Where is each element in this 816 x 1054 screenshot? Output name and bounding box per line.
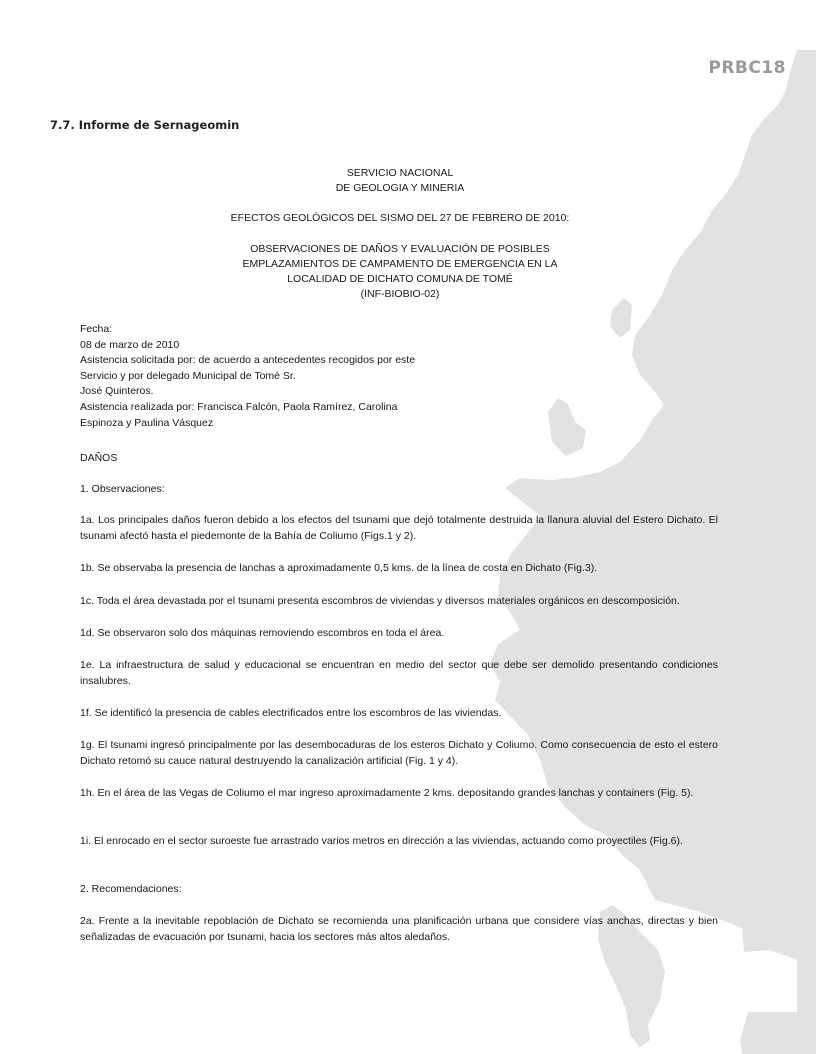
meta-line: Servicio y por delegado Municipal de Tomé Sr.: [80, 369, 296, 382]
observation-1a: 1a. Los principales daños fueron debido a los efectos del tsunami que dejó totalmente destruida la llanura aluvial del Estero Dichato. El tsunami afectó hasta el piedemonte de la Bahía de Coliumo (Figs.1 y 2).: [80, 514, 718, 542]
observation-1h: 1h. En el área de las Vegas de Coliumo el mar ingreso aproximadamente 2 kms. depositando grandes lanchas y containers (Fig. 5).: [80, 787, 694, 799]
observation-1b: 1b. Se observaba la presencia de lanchas a aproximadamente 0,5 kms. de la línea de costa en Dichato (Fig.3).: [80, 562, 598, 574]
report-subtitle-line: EMPLAZAMIENTOS DE CAMPAMENTO DE EMERGENCIA EN LA: [242, 258, 558, 270]
page-number: 48: [711, 952, 784, 1012]
agency-name: [80, 166, 720, 196]
section-title: 7.7. Informe de Sernageomin: [50, 118, 240, 132]
recomendaciones-heading: 2. Recomendaciones:: [80, 883, 182, 895]
observation-1f: 1f. Se identificó la presencia de cables electrificados entre los escombros de las viviendas.: [80, 707, 502, 719]
report-subtitle-line: OBSERVACIONES DE DAÑOS Y EVALUACIÓN DE POSIBLES: [250, 243, 550, 255]
danos-heading: DAÑOS: [80, 452, 118, 464]
document-code: PRBC18: [708, 58, 786, 78]
observation-1d: 1d. Se observaron solo dos máquinas removiendo escombros en toda el área.: [80, 627, 445, 639]
meta-line: Asistencia solicitada por: de acuerdo a antecedentes recogidos por este: [80, 354, 416, 367]
agency-line: DE GEOLOGIA Y MINERIA: [335, 182, 465, 194]
report-metadata: [80, 322, 720, 431]
report-title: EFECTOS GEOLÓGICOS DEL SISMO DEL 27 DE FEBRERO DE 2010:: [230, 212, 570, 224]
meta-line: Espinoza y Paulina Vásquez: [80, 416, 214, 429]
observation-1i: 1i. El enrocado en el sector suroeste fue arrastrado varios metros en dirección a las viviendas, actuando como proyectiles (Fig.6).: [80, 835, 683, 847]
observation-1e: 1e. La infraestructura de salud y educacional se encuentran en medio del sector que debe ser demolido presentando condiciones insalubres.: [80, 659, 718, 687]
report-subtitle-line: LOCALIDAD DE DICHATO COMUNA DE TOMÉ: [287, 273, 513, 285]
meta-line: Fecha:: [80, 323, 113, 335]
observation-1c: 1c. Toda el área devastada por el tsunami presenta escombros de viviendas y diversos materiales orgánicos en descomposición.: [80, 595, 680, 607]
observation-1g: 1g. El tsunami ingresó principalmente por las desembocaduras de los esteros Dichato y Coliumo. Como consecuencia de esto el estero Dichato retomó su cauce natural destruyendo la canalización artificial (Fig. 1 y 4).: [80, 739, 718, 767]
meta-line: José Quinteros.: [80, 385, 154, 398]
report-subtitle-line: (INF-BIOBIO-02): [360, 288, 440, 300]
agency-line: SERVICIO NACIONAL: [346, 167, 454, 179]
meta-line: Asistencia realizada por: Francisca Falcón, Paola Ramírez, Carolina: [80, 400, 398, 413]
observaciones-heading: 1. Observaciones:: [80, 483, 165, 495]
meta-line: 08 de marzo de 2010: [80, 338, 180, 351]
report-subtitle: [80, 242, 720, 302]
recommendation-2a: 2a. Frente a la inevitable repoblación de Dichato se recomienda una planificación urbana que considere vías anchas, directas y bien señalizadas de evacuación por tsunami, hacia los sectores más altos aledaños.: [80, 915, 718, 943]
